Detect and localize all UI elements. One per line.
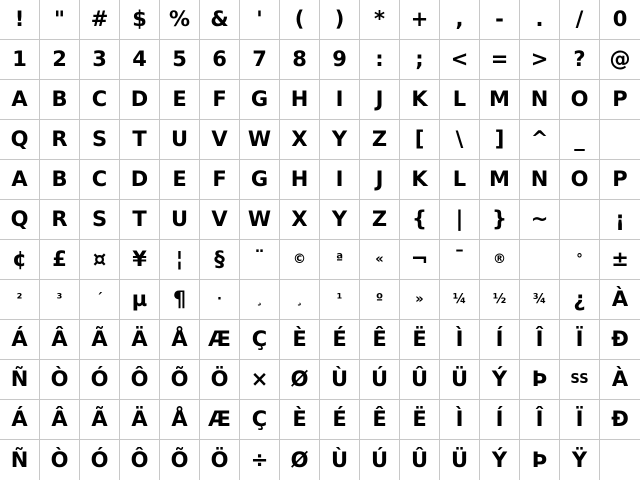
glyph-cell[interactable]: N	[520, 160, 560, 200]
glyph-cell[interactable]: Ü	[440, 360, 480, 400]
glyph-cell[interactable]: ½	[480, 280, 520, 320]
glyph-cell[interactable]: É	[320, 320, 360, 360]
glyph-cell[interactable]: %	[160, 0, 200, 40]
glyph-cell[interactable]: K	[400, 160, 440, 200]
glyph-cell[interactable]: A	[0, 80, 40, 120]
glyph-cell[interactable]: O	[560, 80, 600, 120]
glyph-cell[interactable]: Z	[360, 120, 400, 160]
glyph-cell[interactable]: N	[520, 80, 560, 120]
glyph-cell[interactable]: ¡	[600, 200, 640, 240]
glyph-cell[interactable]: Å	[160, 400, 200, 440]
glyph-cell[interactable]: C	[80, 80, 120, 120]
glyph-cell[interactable]: T	[120, 200, 160, 240]
glyph-cell[interactable]: Û	[400, 440, 440, 480]
glyph-cell[interactable]: 5	[160, 40, 200, 80]
glyph-cell[interactable]: Õ	[160, 360, 200, 400]
glyph-cell[interactable]: ¹	[320, 280, 360, 320]
glyph-cell[interactable]: Ù	[320, 440, 360, 480]
glyph-cell[interactable]: "	[40, 0, 80, 40]
glyph-cell[interactable]: Ä	[120, 320, 160, 360]
glyph-cell[interactable]: SS	[560, 360, 600, 400]
glyph-cell[interactable]: Å	[160, 320, 200, 360]
glyph-cell[interactable]: 4	[120, 40, 160, 80]
glyph-cell[interactable]: Â	[40, 400, 80, 440]
glyph-cell[interactable]: *	[360, 0, 400, 40]
glyph-cell[interactable]: ³	[40, 280, 80, 320]
glyph-cell[interactable]: L	[440, 160, 480, 200]
glyph-cell[interactable]: °	[560, 240, 600, 280]
glyph-cell[interactable]: É	[320, 400, 360, 440]
glyph-cell[interactable]: ¿	[560, 280, 600, 320]
glyph-cell[interactable]: F	[200, 80, 240, 120]
glyph-cell[interactable]: ¸	[240, 280, 280, 320]
glyph-cell[interactable]: S	[80, 200, 120, 240]
glyph-cell[interactable]: Ô	[120, 360, 160, 400]
glyph-cell[interactable]: T	[120, 120, 160, 160]
glyph-cell[interactable]: Y	[320, 200, 360, 240]
glyph-cell[interactable]: ¥	[120, 240, 160, 280]
glyph-cell[interactable]: ,	[440, 0, 480, 40]
glyph-cell[interactable]	[520, 240, 560, 280]
glyph-cell[interactable]: $	[120, 0, 160, 40]
glyph-cell[interactable]: #	[80, 0, 120, 40]
glyph-cell[interactable]: /	[560, 0, 600, 40]
glyph-cell[interactable]: Í	[480, 400, 520, 440]
glyph-cell[interactable]: ¸	[280, 280, 320, 320]
glyph-cell[interactable]: Æ	[200, 400, 240, 440]
glyph-cell[interactable]: =	[480, 40, 520, 80]
glyph-cell[interactable]: Ç	[240, 400, 280, 440]
glyph-cell[interactable]: Ÿ	[560, 440, 600, 480]
glyph-cell[interactable]: «	[360, 240, 400, 280]
glyph-cell[interactable]: ±	[600, 240, 640, 280]
glyph-cell[interactable]	[600, 120, 640, 160]
glyph-cell[interactable]: H	[280, 80, 320, 120]
glyph-cell[interactable]: ¦	[160, 240, 200, 280]
glyph-cell[interactable]: E	[160, 80, 200, 120]
glyph-cell[interactable]: P	[600, 80, 640, 120]
glyph-cell[interactable]: V	[200, 120, 240, 160]
glyph-cell[interactable]: 8	[280, 40, 320, 80]
glyph-cell[interactable]: Þ	[520, 440, 560, 480]
glyph-cell[interactable]: ´	[80, 280, 120, 320]
glyph-cell[interactable]: Ü	[440, 440, 480, 480]
glyph-cell[interactable]: ·	[200, 280, 240, 320]
glyph-cell[interactable]: Ê	[360, 400, 400, 440]
glyph-cell[interactable]: W	[240, 200, 280, 240]
glyph-cell[interactable]: I	[320, 80, 360, 120]
glyph-cell[interactable]: E	[160, 160, 200, 200]
glyph-cell[interactable]: È	[280, 320, 320, 360]
glyph-cell[interactable]: A	[0, 160, 40, 200]
glyph-cell[interactable]: Ñ	[0, 440, 40, 480]
glyph-cell[interactable]: ~	[520, 200, 560, 240]
glyph-cell[interactable]: ¨	[240, 240, 280, 280]
glyph-cell[interactable]: )	[320, 0, 360, 40]
glyph-cell[interactable]: L	[440, 80, 480, 120]
glyph-cell[interactable]: ¤	[80, 240, 120, 280]
glyph-cell[interactable]: À	[600, 280, 640, 320]
glyph-cell[interactable]: }	[480, 200, 520, 240]
glyph-cell[interactable]: J	[360, 160, 400, 200]
glyph-cell[interactable]: Ì	[440, 400, 480, 440]
glyph-cell[interactable]: Þ	[520, 360, 560, 400]
glyph-cell[interactable]: Â	[40, 320, 80, 360]
glyph-cell[interactable]: Ý	[480, 440, 520, 480]
glyph-cell[interactable]: {	[400, 200, 440, 240]
glyph-cell[interactable]: ]	[480, 120, 520, 160]
glyph-cell[interactable]: 9	[320, 40, 360, 80]
glyph-cell[interactable]: Q	[0, 200, 40, 240]
glyph-cell[interactable]: R	[40, 120, 80, 160]
glyph-cell[interactable]: Û	[400, 360, 440, 400]
glyph-cell[interactable]: W	[240, 120, 280, 160]
glyph-cell[interactable]: º	[360, 280, 400, 320]
glyph-cell[interactable]: !	[0, 0, 40, 40]
glyph-cell[interactable]: .	[520, 0, 560, 40]
glyph-cell[interactable]: M	[480, 80, 520, 120]
glyph-cell[interactable]: Ú	[360, 360, 400, 400]
glyph-cell[interactable]: Ï	[560, 320, 600, 360]
glyph-cell[interactable]: C	[80, 160, 120, 200]
glyph-cell[interactable]: Õ	[160, 440, 200, 480]
glyph-cell[interactable]: Ô	[120, 440, 160, 480]
glyph-cell[interactable]: ²	[0, 280, 40, 320]
glyph-cell[interactable]: J	[360, 80, 400, 120]
glyph-cell[interactable]: B	[40, 160, 80, 200]
glyph-cell[interactable]: Ã	[80, 320, 120, 360]
glyph-cell[interactable]: Ì	[440, 320, 480, 360]
glyph-cell[interactable]: X	[280, 200, 320, 240]
glyph-cell[interactable]: 6	[200, 40, 240, 80]
glyph-cell[interactable]: G	[240, 80, 280, 120]
glyph-cell[interactable]: ;	[400, 40, 440, 80]
glyph-cell[interactable]: \	[440, 120, 480, 160]
glyph-cell[interactable]: V	[200, 200, 240, 240]
glyph-cell[interactable]: Ò	[40, 440, 80, 480]
glyph-cell[interactable]: È	[280, 400, 320, 440]
glyph-cell[interactable]: S	[80, 120, 120, 160]
glyph-cell[interactable]: P	[600, 160, 640, 200]
glyph-cell[interactable]: K	[400, 80, 440, 120]
glyph-cell[interactable]: ÷	[240, 440, 280, 480]
glyph-cell[interactable]: &	[200, 0, 240, 40]
glyph-cell[interactable]: Ê	[360, 320, 400, 360]
glyph-cell[interactable]: I	[320, 160, 360, 200]
glyph-cell[interactable]: Ä	[120, 400, 160, 440]
glyph-cell[interactable]: £	[40, 240, 80, 280]
glyph-cell[interactable]: G	[240, 160, 280, 200]
glyph-cell[interactable]: Z	[360, 200, 400, 240]
glyph-cell[interactable]: -	[480, 0, 520, 40]
glyph-cell[interactable]: _	[560, 120, 600, 160]
glyph-cell[interactable]: Ã	[80, 400, 120, 440]
glyph-cell[interactable]: ×	[240, 360, 280, 400]
glyph-cell[interactable]: À	[600, 360, 640, 400]
glyph-cell[interactable]: 1	[0, 40, 40, 80]
glyph-cell[interactable]: ©	[280, 240, 320, 280]
glyph-cell[interactable]: U	[160, 120, 200, 160]
glyph-cell[interactable]: ¬	[400, 240, 440, 280]
glyph-cell[interactable]: Ð	[600, 400, 640, 440]
glyph-cell[interactable]: Î	[520, 400, 560, 440]
glyph-cell[interactable]: D	[120, 80, 160, 120]
glyph-cell[interactable]: µ	[120, 280, 160, 320]
glyph-cell[interactable]: Ö	[200, 440, 240, 480]
glyph-cell[interactable]: Á	[0, 320, 40, 360]
glyph-cell[interactable]: D	[120, 160, 160, 200]
glyph-cell[interactable]: Ñ	[0, 360, 40, 400]
glyph-cell[interactable]: O	[560, 160, 600, 200]
glyph-cell[interactable]: H	[280, 160, 320, 200]
glyph-cell[interactable]: X	[280, 120, 320, 160]
glyph-cell[interactable]: R	[40, 200, 80, 240]
glyph-cell[interactable]: ®	[480, 240, 520, 280]
glyph-cell[interactable]: ?	[560, 40, 600, 80]
glyph-cell[interactable]: +	[400, 0, 440, 40]
glyph-cell[interactable]: Ö	[200, 360, 240, 400]
glyph-cell[interactable]: Ç	[240, 320, 280, 360]
glyph-cell[interactable]: Í	[480, 320, 520, 360]
glyph-cell[interactable]: <	[440, 40, 480, 80]
glyph-cell[interactable]: »	[400, 280, 440, 320]
glyph-cell[interactable]: (	[280, 0, 320, 40]
glyph-cell[interactable]: 0	[600, 0, 640, 40]
glyph-cell[interactable]: ¯	[440, 240, 480, 280]
glyph-cell[interactable]: |	[440, 200, 480, 240]
glyph-cell[interactable]: Ý	[480, 360, 520, 400]
glyph-cell[interactable]: B	[40, 80, 80, 120]
glyph-cell[interactable]: U	[160, 200, 200, 240]
glyph-cell[interactable]: Ë	[400, 400, 440, 440]
glyph-cell[interactable]: ^	[520, 120, 560, 160]
glyph-cell[interactable]: Ó	[80, 440, 120, 480]
glyph-cell[interactable]: §	[200, 240, 240, 280]
glyph-cell[interactable]: Q	[0, 120, 40, 160]
glyph-cell[interactable]: 3	[80, 40, 120, 80]
glyph-cell[interactable]: Æ	[200, 320, 240, 360]
glyph-cell[interactable]: Î	[520, 320, 560, 360]
glyph-cell[interactable]: '	[240, 0, 280, 40]
glyph-cell[interactable]: M	[480, 160, 520, 200]
glyph-cell[interactable]: Ò	[40, 360, 80, 400]
glyph-cell[interactable]: [	[400, 120, 440, 160]
glyph-cell[interactable]: >	[520, 40, 560, 80]
glyph-cell[interactable]: Ï	[560, 400, 600, 440]
glyph-cell[interactable]: :	[360, 40, 400, 80]
glyph-cell[interactable]: ª	[320, 240, 360, 280]
glyph-cell[interactable]: @	[600, 40, 640, 80]
glyph-cell[interactable]: Y	[320, 120, 360, 160]
glyph-cell[interactable]: Ø	[280, 440, 320, 480]
glyph-cell[interactable]: ¾	[520, 280, 560, 320]
glyph-cell[interactable]: 7	[240, 40, 280, 80]
glyph-cell[interactable]: F	[200, 160, 240, 200]
glyph-cell[interactable]: 2	[40, 40, 80, 80]
glyph-cell[interactable]: ¼	[440, 280, 480, 320]
glyph-cell[interactable]: ¶	[160, 280, 200, 320]
glyph-cell[interactable]	[600, 440, 640, 480]
glyph-cell[interactable]: ¢	[0, 240, 40, 280]
glyph-cell[interactable]: Ú	[360, 440, 400, 480]
glyph-cell[interactable]: Ð	[600, 320, 640, 360]
glyph-cell[interactable]: Á	[0, 400, 40, 440]
glyph-cell[interactable]: Ù	[320, 360, 360, 400]
glyph-cell[interactable]: Ó	[80, 360, 120, 400]
glyph-cell[interactable]	[560, 200, 600, 240]
glyph-cell[interactable]: Ø	[280, 360, 320, 400]
glyph-cell[interactable]: Ë	[400, 320, 440, 360]
